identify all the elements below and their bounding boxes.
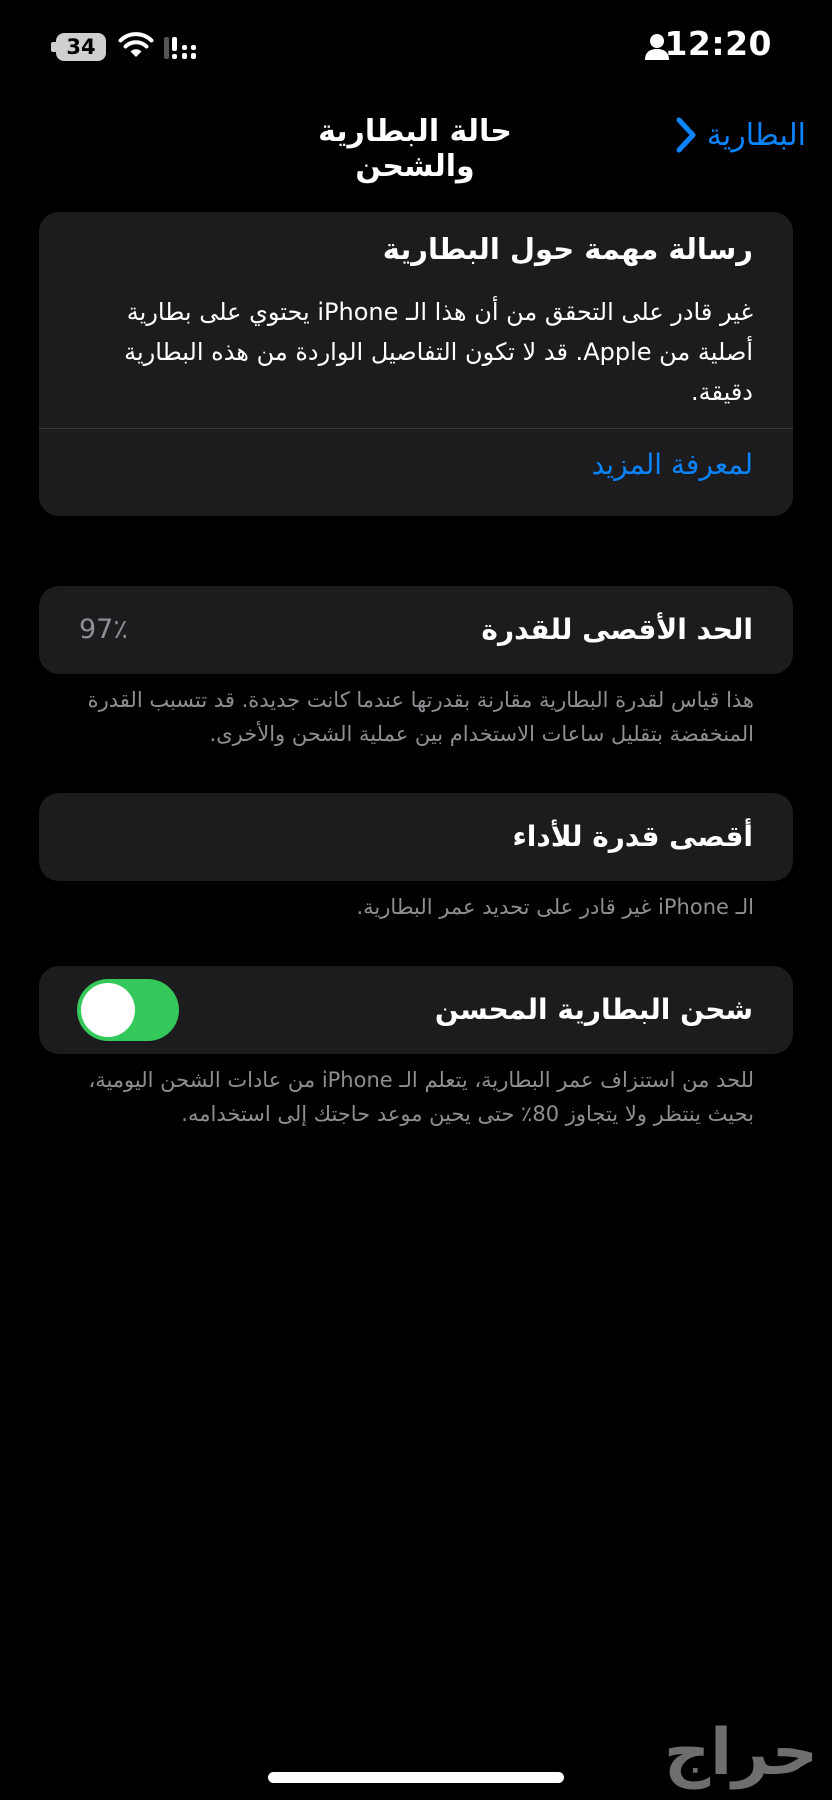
toggle-knob	[81, 983, 135, 1037]
maximum-capacity-row	[39, 586, 793, 674]
peak-performance-note: الـ iPhone غير قادر على تحديد عمر البطارية.	[356, 895, 754, 919]
cellular-signal-icon	[163, 33, 205, 61]
learn-more-link[interactable]: لمعرفة المزيد	[591, 448, 753, 481]
maximum-capacity-value: 97٪	[79, 614, 128, 645]
peak-performance-label: أقصى قدرة للأداء	[512, 820, 753, 853]
divider	[39, 428, 793, 429]
optimized-charging-toggle[interactable]	[77, 979, 179, 1041]
page-title: حالة البطارية والشحن	[318, 114, 512, 184]
back-button-label: البطارية	[706, 117, 806, 153]
optimized-charging-note: للحد من استنزاف عمر البطارية، يتعلم الـ iPhone من عادات الشحن اليومية، بحيث ينتظر ولا يتجاوز 80٪ حتى يحين موعد حاجتك إلى استخدامه.	[88, 1068, 754, 1126]
back-button[interactable]	[675, 112, 806, 158]
chevron-right-icon	[675, 116, 697, 154]
navigation-bar	[0, 100, 832, 184]
optimized-charging-row	[39, 966, 793, 1054]
maximum-capacity-label: الحد الأقصى للقدرة	[481, 613, 753, 646]
battery-message-card	[39, 212, 793, 516]
message-body: غير قادر على التحقق من أن هذا الـ iPhone يحتوي على بطارية أصلية من Apple. قد لا تكون التفاصيل الواردة من هذه البطارية دقيقة.	[124, 298, 753, 406]
status-bar	[0, 0, 832, 92]
optimized-charging-label: شحن البطارية المحسن	[434, 993, 753, 1026]
message-title: رسالة مهمة حول البطارية	[382, 232, 753, 266]
peak-performance-row	[39, 793, 793, 881]
maximum-capacity-note: هذا قياس لقدرة البطارية مقارنة بقدرتها عندما كانت جديدة. قد تتسبب القدرة المنخفضة بتقليل ساعات الاستخدام بين عملية الشحن والأخرى.	[87, 688, 754, 746]
wifi-icon	[118, 30, 154, 60]
battery-icon: 34	[56, 33, 106, 61]
status-time: 12:20	[664, 24, 772, 63]
home-indicator[interactable]	[268, 1772, 564, 1783]
watermark-logo: حراج	[664, 1716, 818, 1790]
